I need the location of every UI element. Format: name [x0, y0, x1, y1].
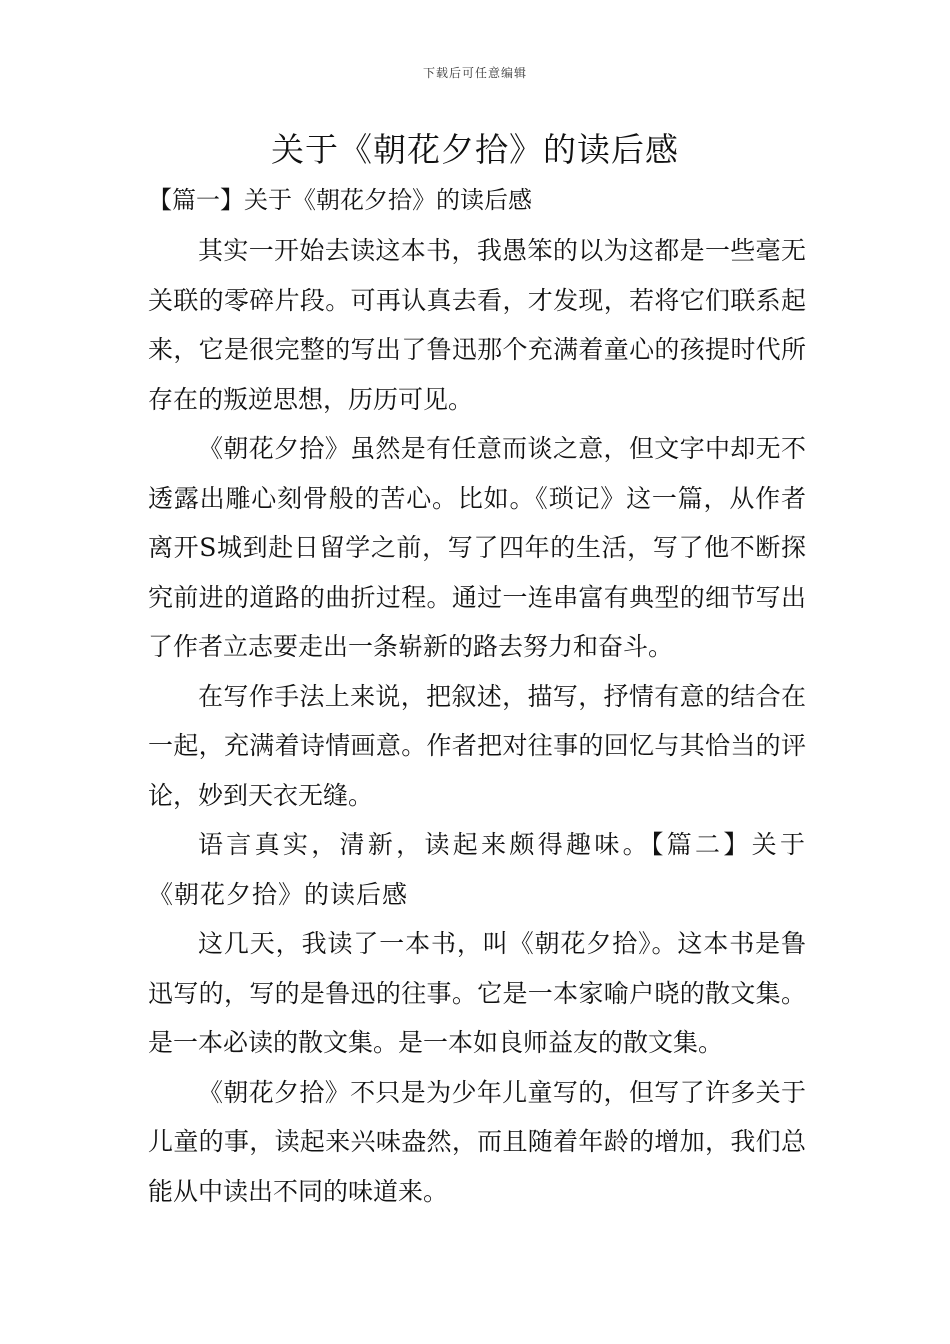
- paragraph-6: 《朝花夕拾》不只是为少年儿童写的，但写了许多关于儿童的事，读起来兴味盎然，而且随着年龄的增加，我们总能从中读出不同的味道来。: [148, 1077, 806, 1206]
- paragraph-2: 《朝花夕拾》虽然是有任意而谈之意，但文字中却无不透露出雕心刻骨般的苦心。比如。《琐记》这一篇，从作者离开S城到赴日留学之前，写了四年的生活，写了他不断探究前进的道路的曲折过程。通过一连串富有典型的细节写出了作者立志要走出一条崭新的路去努力和奋斗。: [148, 434, 806, 661]
- document-body: [148, 180, 806, 1216]
- paragraph-4: 语言真实，清新，读起来颇得趣味。【篇二】关于《朝花夕拾》的读后感: [148, 830, 806, 909]
- section-heading-1: 【篇一】关于《朝花夕拾》的读后感: [148, 186, 532, 214]
- paragraph-1: 其实一开始去读这本书，我愚笨的以为这都是一些毫无关联的零碎片段。可再认真去看，才发现，若将它们联系起来，它是很完整的写出了鲁迅那个充满着童心的孩提时代所存在的叛逆思想，历历可见。: [148, 236, 806, 414]
- header-note: 下载后可任意编辑: [422, 66, 527, 80]
- paragraph-3: 在写作手法上来说，把叙述，描写，抒情有意的结合在一起，充满着诗情画意。作者把对往事的回忆与其恰当的评论，妙到天衣无缝。: [148, 681, 806, 810]
- document-title: 关于《朝花夕拾》的读后感: [271, 130, 679, 169]
- paragraph-5: 这几天，我读了一本书，叫《朝花夕拾》。这本书是鲁迅写的，写的是鲁迅的往事。它是一本家喻户晓的散文集。是一本必读的散文集。是一本如良师益友的散文集。: [148, 929, 806, 1057]
